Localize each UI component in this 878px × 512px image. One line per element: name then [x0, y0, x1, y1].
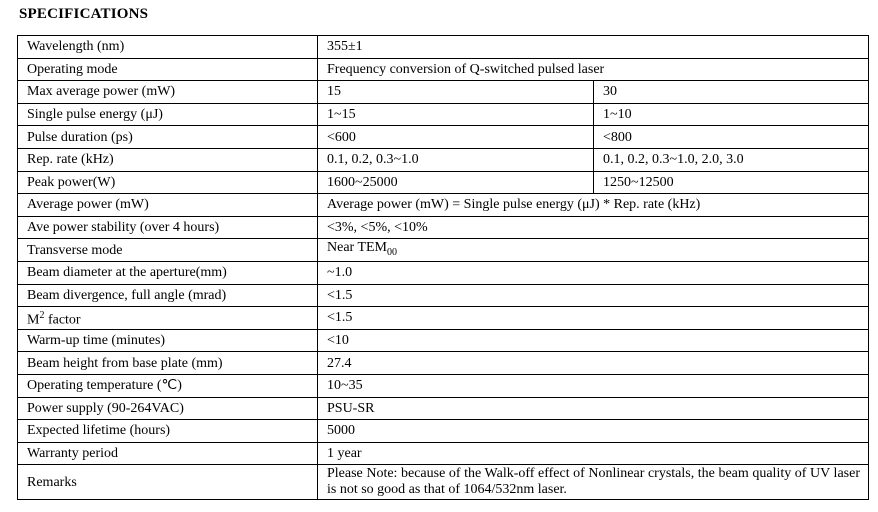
table-row [18, 261, 869, 284]
row-label: Wavelength (nm) [18, 36, 318, 59]
table-row [18, 352, 869, 375]
table-row [18, 58, 869, 81]
table-row [18, 420, 869, 443]
row-value-model-2: <800 [594, 126, 869, 149]
row-value: 5000 [318, 420, 869, 443]
table-row [18, 126, 869, 149]
row-label: Beam diameter at the aperture(mm) [18, 261, 318, 284]
row-value: 1 year [318, 442, 869, 465]
row-value-model-2: 0.1, 0.2, 0.3~1.0, 2.0, 3.0 [594, 148, 869, 171]
row-value: PSU-SR [318, 397, 869, 420]
row-value-model-2: 1250~12500 [594, 171, 869, 194]
row-label: Pulse duration (ps) [18, 126, 318, 149]
row-value: Average power (mW) = Single pulse energy (μJ) * Rep. rate (kHz) [318, 194, 869, 217]
table-row [18, 148, 869, 171]
table-row [18, 103, 869, 126]
specifications-table [17, 35, 869, 500]
table-row [18, 239, 869, 262]
row-value: ~1.0 [318, 261, 869, 284]
row-value: 27.4 [318, 352, 869, 375]
row-label: Warranty period [18, 442, 318, 465]
table-row [18, 374, 869, 397]
row-label: Peak power(W) [18, 171, 318, 194]
row-label: Ave power stability (over 4 hours) [18, 216, 318, 239]
row-label: Rep. rate (kHz) [18, 148, 318, 171]
row-value-model-2: 30 [594, 81, 869, 104]
row-label: Beam height from base plate (mm) [18, 352, 318, 375]
row-label: Max average power (mW) [18, 81, 318, 104]
row-label: Average power (mW) [18, 194, 318, 217]
row-value: <3%, <5%, <10% [318, 216, 869, 239]
table-row [18, 397, 869, 420]
row-label: Single pulse energy (μJ) [18, 103, 318, 126]
table-row [18, 284, 869, 307]
row-value [318, 239, 869, 262]
table-row [18, 81, 869, 104]
row-label: Operating temperature (℃) [18, 374, 318, 397]
table-row [18, 36, 869, 59]
row-value-model-2: 1~10 [594, 103, 869, 126]
row-label [18, 307, 318, 330]
table-row [18, 465, 869, 500]
row-value-model-1: <600 [318, 126, 594, 149]
row-value: <1.5 [318, 284, 869, 307]
row-label: Remarks [18, 465, 318, 500]
row-value-model-1: 15 [318, 81, 594, 104]
row-value: Frequency conversion of Q-switched pulsed laser [318, 58, 869, 81]
page-title: SPECIFICATIONS [19, 6, 149, 22]
row-label: Operating mode [18, 58, 318, 81]
row-value-model-1: 0.1, 0.2, 0.3~1.0 [318, 148, 594, 171]
row-label: Expected lifetime (hours) [18, 420, 318, 443]
remarks-text: Please Note: because of the Walk-off effect of Nonlinear crystals, the beam quality of UV laser is not so good as that of 1064/532nm laser. [318, 465, 869, 500]
row-value: 10~35 [318, 374, 869, 397]
row-value: <10 [318, 329, 869, 352]
label-rest: factor [44, 312, 81, 328]
row-value: 355±1 [318, 36, 869, 59]
row-label: Power supply (90-264VAC) [18, 397, 318, 420]
row-value-model-1: 1~15 [318, 103, 594, 126]
table-row [18, 442, 869, 465]
row-label: Beam divergence, full angle (mrad) [18, 284, 318, 307]
table-row [18, 307, 869, 330]
row-label: Warm-up time (minutes) [18, 329, 318, 352]
value-subscript: 00 [387, 247, 397, 259]
table-row [18, 171, 869, 194]
label-main: M [27, 312, 40, 328]
table-row [18, 329, 869, 352]
value-main: Near TEM [327, 240, 387, 256]
table-row [18, 216, 869, 239]
row-value: <1.5 [318, 307, 869, 330]
row-label: Transverse mode [18, 239, 318, 262]
row-value-model-1: 1600~25000 [318, 171, 594, 194]
table-row [18, 194, 869, 217]
label-superscript: 2 [39, 310, 45, 322]
